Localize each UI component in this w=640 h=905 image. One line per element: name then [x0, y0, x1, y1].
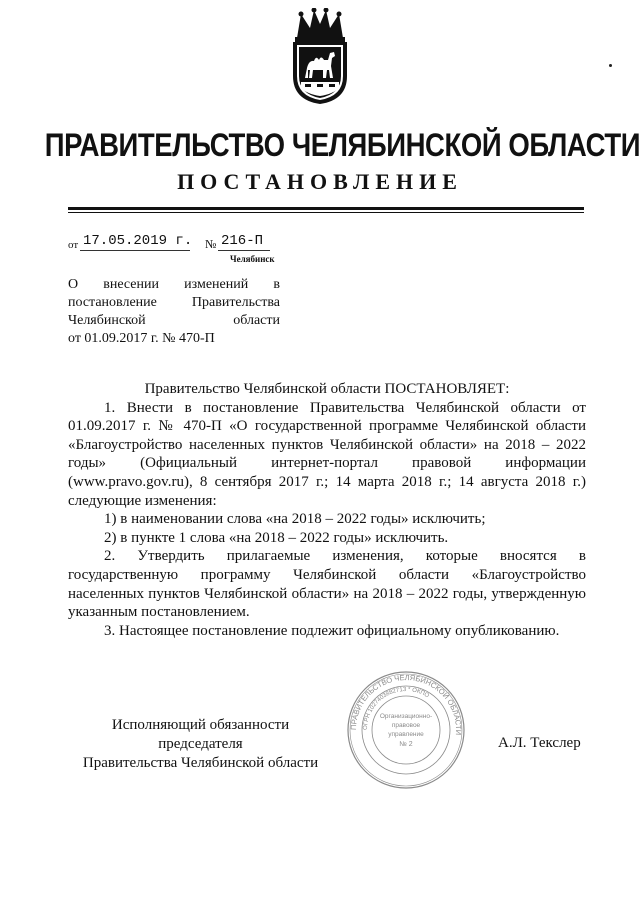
- organization-title: ПРАВИТЕЛЬСТВО ЧЕЛЯБИНСКОЙ ОБЛАСТИ: [44, 127, 640, 163]
- stamp-outer-text: ПРАВИТЕЛЬСТВО ЧЕЛЯБИНСКОЙ ОБЛАСТИ: [348, 672, 464, 736]
- date-prefix: от: [68, 239, 79, 251]
- stamp-ids-text: ОГРН 1027403882713 * ОКПО: [362, 686, 430, 731]
- coat-of-arms-emblem: [283, 8, 357, 106]
- number-underline: [218, 250, 270, 251]
- subject-line: от 01.09.2017 г. № 470-П: [68, 331, 215, 346]
- item-2: 2. Утвердить прилагаемые изменения, которые вносятся в государственную программу Челябинской области «Благоустройство населенных пунктов Челябинской области» на 2018 – 2022 годы, утвержденную указанным постановлением.: [68, 548, 586, 621]
- signatory-position: [68, 716, 333, 773]
- date-underline: [80, 250, 190, 251]
- signatory-name: А.Л. Текслер: [498, 735, 581, 751]
- document-subject: [68, 276, 280, 348]
- scan-speck: [609, 64, 612, 67]
- document-body: [68, 380, 586, 640]
- signatory-position-line: Исполняющий обязанности председателя: [111, 717, 290, 752]
- item-1-subitem-2: 2) в пункте 1 слова «на 2018 – 2022 годы» исключить.: [104, 529, 449, 546]
- decree-statement: Правительство Челябинской области ПОСТАНОВЛЯЕТ:: [144, 381, 510, 397]
- stamp-inner-text: правовое: [391, 722, 421, 729]
- stamp-inner-text: управление: [388, 731, 424, 738]
- document-number: 216-П: [221, 233, 264, 249]
- subject-line: О внесении изменений в: [68, 277, 280, 292]
- subject-line: Челябинской области: [68, 313, 280, 328]
- document-place: Челябинск: [230, 254, 275, 264]
- item-3: 3. Настоящее постановление подлежит официальному опубликованию.: [104, 622, 560, 639]
- stamp-inner-text: Организационно-: [379, 713, 433, 720]
- item-1-subitem-1: 1) в наименовании слова «на 2018 – 2022 годы» исключить;: [104, 511, 486, 528]
- signatory-position-line: Правительства Челябинской области: [82, 755, 319, 771]
- document-type: ПОСТАНОВЛЕНИЕ: [177, 169, 463, 194]
- item-1: 1. Внести в постановление Правительства Челябинской области от 01.09.2017 г. № 470-П «О государственной программе Челябинской области «Благоустройство населенных пунктов Челябинской области» на 2018 – 2022 годы» (Официальный интернет-портал правовой информации (www.pravo.gov.ru), 8 сентября 2017 г.; 14 марта 2018 г.; 14 августа 2018 г.) следующие изменения:: [68, 399, 586, 509]
- header-rule-thick: [68, 207, 584, 210]
- stamp-inner-text: № 2: [399, 741, 413, 748]
- document-date: 17.05.2019 г.: [83, 233, 193, 249]
- header-rule-thin: [68, 212, 584, 213]
- number-prefix: №: [205, 237, 217, 251]
- official-stamp: [346, 670, 466, 790]
- subject-line: постановление Правительства: [68, 295, 280, 310]
